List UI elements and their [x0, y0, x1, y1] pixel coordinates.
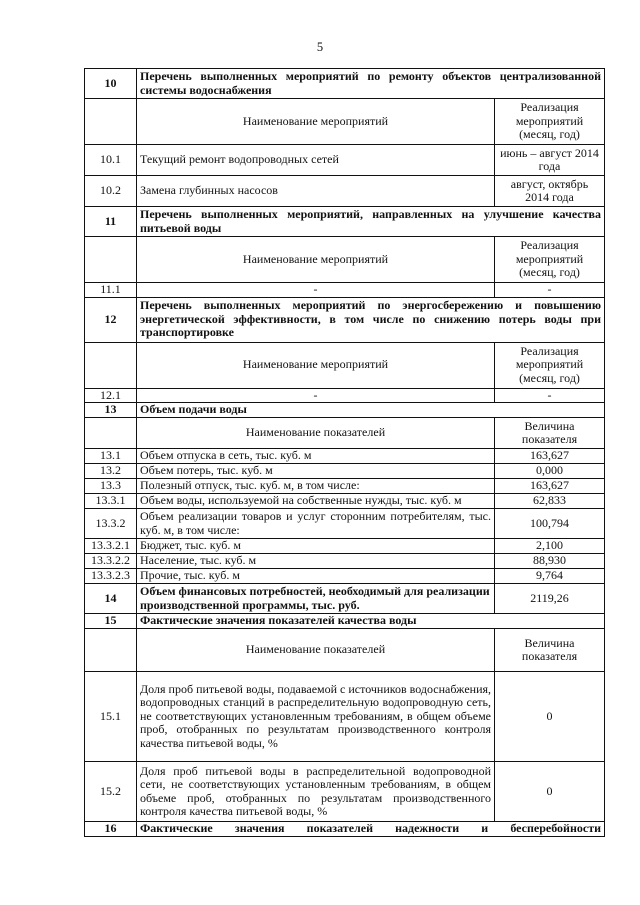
row-value: -: [495, 283, 605, 298]
row-value: 88,930: [495, 554, 605, 569]
section-title: Объем финансовых потребностей, необходимый для реализации производственной программы, тыс. руб.: [137, 584, 495, 614]
section-title: Фактические значения показателей качества воды: [137, 614, 605, 629]
column-header-name: Наименование мероприятий: [137, 342, 495, 388]
row-number: 15.1: [85, 672, 137, 762]
section-title: Объем подачи воды: [137, 403, 605, 418]
row-number: 13.3.1: [85, 494, 137, 509]
column-header-row: [85, 237, 605, 283]
column-header-row: [85, 418, 605, 449]
table-row: [85, 283, 605, 298]
column-header-row: [85, 629, 605, 672]
section-number: 14: [85, 584, 137, 614]
column-header-name: Наименование мероприятий: [137, 99, 495, 145]
row-name: Прочие, тыс. куб. м: [137, 569, 495, 584]
section-title: Перечень выполненных мероприятий, направленных на улучшение качества питьевой воды: [137, 207, 605, 237]
section-number: 16: [85, 822, 137, 837]
section-title: Перечень выполненных мероприятий по ремонту объектов централизованной системы водоснабжения: [137, 69, 605, 99]
row-name: Доля проб питьевой воды в распределительной водопроводной сети, не соответствующих установленным требованиям, в общем объеме проб, отобранных по результатам производственного контроля качества питьевой воды, %: [137, 762, 495, 822]
section-number: 10: [85, 69, 137, 99]
table-row: [85, 672, 605, 762]
section-number: 13: [85, 403, 137, 418]
row-value: 100,794: [495, 509, 605, 539]
section-10-header: [85, 69, 605, 99]
column-header-name: Наименование мероприятий: [137, 237, 495, 283]
table-row: [85, 569, 605, 584]
row-name: Полезный отпуск, тыс. куб. м, в том числе:: [137, 479, 495, 494]
table-row: [85, 145, 605, 176]
row-name: Бюджет, тыс. куб. м: [137, 539, 495, 554]
row-name: Объем воды, используемой на собственные нужды, тыс. куб. м: [137, 494, 495, 509]
section-title: Фактические значения показателей надежности и бесперебойности: [137, 822, 605, 837]
row-value: 9,764: [495, 569, 605, 584]
row-number: 13.2: [85, 464, 137, 479]
row-name: Текущий ремонт водопроводных сетей: [137, 145, 495, 176]
row-value: август, октябрь 2014 года: [495, 176, 605, 207]
section-number: 15: [85, 614, 137, 629]
page-number: 5: [316, 40, 324, 54]
row-value: июнь – август 2014 года: [495, 145, 605, 176]
row-number: 10.1: [85, 145, 137, 176]
table-row: [85, 509, 605, 539]
row-name: Население, тыс. куб. м: [137, 554, 495, 569]
row-value: 2119,26: [495, 584, 605, 614]
column-header-realization: Реализация мероприятий (месяц, год): [495, 237, 605, 283]
row-value: -: [495, 388, 605, 403]
row-name: -: [137, 388, 495, 403]
row-name: -: [137, 283, 495, 298]
column-header-name: Наименование показателей: [137, 629, 495, 672]
section-number: 12: [85, 297, 137, 342]
section-title: Перечень выполненных мероприятий по энергосбережению и повышению энергетической эффективности, в том числе по снижению потерь воды при транспортировке: [137, 297, 605, 342]
row-number: 11.1: [85, 283, 137, 298]
row-number: 13.1: [85, 449, 137, 464]
row-number: 13.3: [85, 479, 137, 494]
row-value: 62,833: [495, 494, 605, 509]
table-row: [85, 449, 605, 464]
row-name: Замена глубинных насосов: [137, 176, 495, 207]
production-program-table: [84, 68, 605, 837]
table-row: [85, 176, 605, 207]
column-header-value: Величина показателя: [495, 629, 605, 672]
table-row: [85, 494, 605, 509]
column-header-realization: Реализация мероприятий (месяц, год): [495, 342, 605, 388]
row-value: 163,627: [495, 449, 605, 464]
empty-cell: [85, 342, 137, 388]
row-value: 0,000: [495, 464, 605, 479]
section-13-header: [85, 403, 605, 418]
section-15-header: [85, 614, 605, 629]
column-header-name: Наименование показателей: [137, 418, 495, 449]
column-header-realization: Реализация мероприятий (месяц, год): [495, 99, 605, 145]
section-number: 11: [85, 207, 137, 237]
table-row: [85, 539, 605, 554]
row-number: 13.3.2.1: [85, 539, 137, 554]
row-name: Доля проб питьевой воды, подаваемой с источников водоснабжения, водопроводных станций в распределительную водопроводную сеть, не соответствующих установленным требованиям, в общем объеме проб, отобранных по результатам производственного контроля качества питьевой воды, %: [137, 672, 495, 762]
empty-cell: [85, 418, 137, 449]
row-value: 0: [495, 762, 605, 822]
row-number: 12.1: [85, 388, 137, 403]
table-row: [85, 479, 605, 494]
section-16-header: [85, 822, 605, 837]
table-row: [85, 762, 605, 822]
row-name: Объем потерь, тыс. куб. м: [137, 464, 495, 479]
row-number: 13.3.2.3: [85, 569, 137, 584]
section-14-row: [85, 584, 605, 614]
row-number: 13.3.2.2: [85, 554, 137, 569]
column-header-row: [85, 342, 605, 388]
row-name: Объем отпуска в сеть, тыс. куб. м: [137, 449, 495, 464]
row-name: Объем реализации товаров и услуг сторонним потребителям, тыс. куб. м, в том числе:: [137, 509, 495, 539]
row-number: 10.2: [85, 176, 137, 207]
table-row: [85, 554, 605, 569]
empty-cell: [85, 629, 137, 672]
row-number: 15.2: [85, 762, 137, 822]
column-header-row: [85, 99, 605, 145]
column-header-value: Величина показателя: [495, 418, 605, 449]
row-value: 163,627: [495, 479, 605, 494]
table-row: [85, 464, 605, 479]
row-value: 0: [495, 672, 605, 762]
empty-cell: [85, 237, 137, 283]
section-11-header: [85, 207, 605, 237]
row-number: 13.3.2: [85, 509, 137, 539]
row-value: 2,100: [495, 539, 605, 554]
section-12-header: [85, 297, 605, 342]
empty-cell: [85, 99, 137, 145]
table-row: [85, 388, 605, 403]
